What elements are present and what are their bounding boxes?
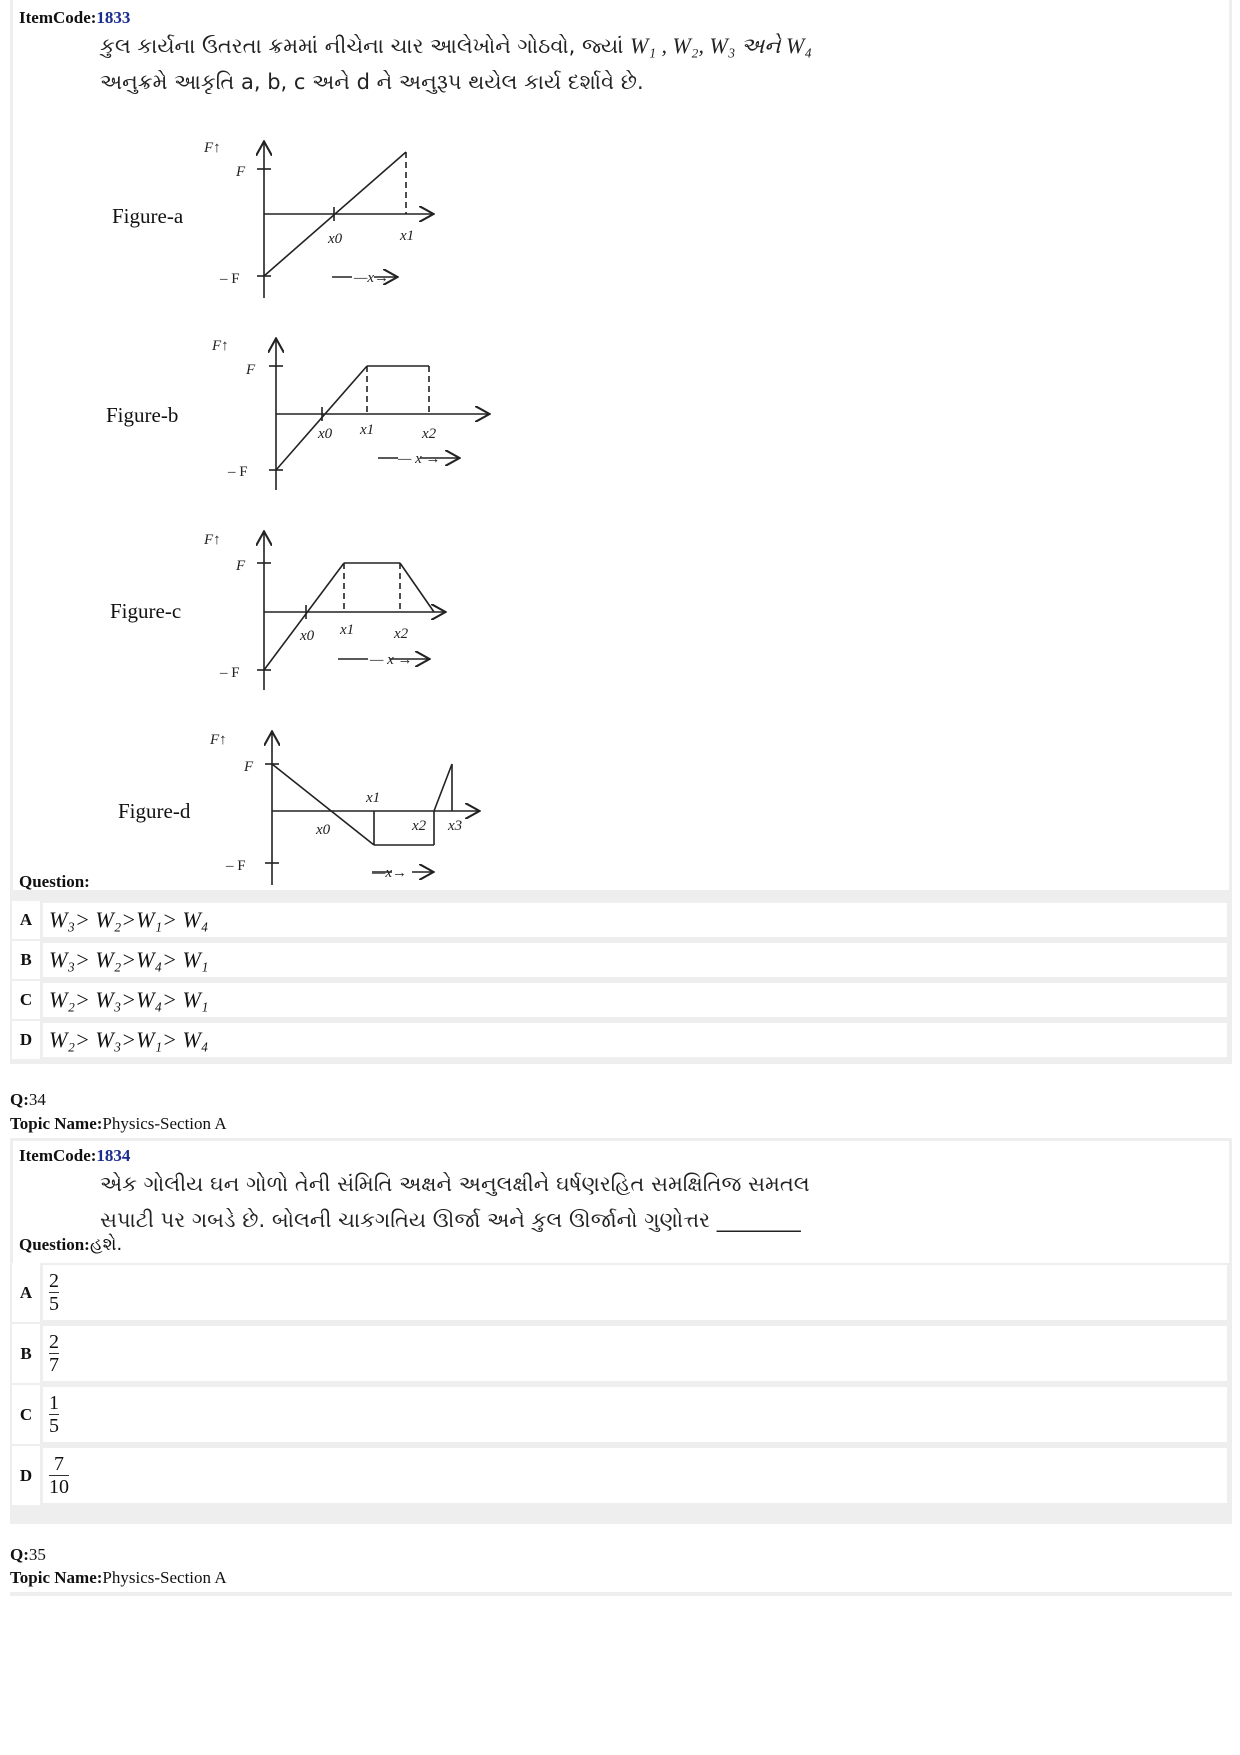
figure-a-x1-label: x1 xyxy=(400,228,415,244)
question-34-text: એક ગોલીય ઘન ગોળો તેની સંમિતિ અક્ષને અનુલક્ષીને ઘર્ષણરહિત સમક્ષિતિજ સમતલ સપાટી પર ગબડે છે. બોલની ચાકગતિય ઊર્જા અને કુલ ઊર્જાનો ગુણોત્તર ________ xyxy=(100,1172,810,1232)
figure-b-f-label: F xyxy=(246,362,256,378)
figure-b-graph xyxy=(269,340,488,490)
figure-d-f-label: F xyxy=(244,759,254,775)
question-33-text: કુલ કાર્યના ઉતરતા ક્રમમાં નીચેના ચાર આલેખોને ગોઠવો, જ્યાં W₁ , W₂, W₃ અને W₄ અનુક્રમે આકૃતિ a, b, c અને d ને અનુરૂપ થયેલ કાર્ય દર્શાવે છે. xyxy=(100,33,813,94)
fraction: $\frac{2}{7}$ xyxy=(49,1331,59,1376)
question-34-number: Q:34 xyxy=(10,1090,46,1109)
figure-d-x3-label: x3 xyxy=(448,818,463,834)
option-c[interactable]: C $\frac{1}{5}$ xyxy=(12,1385,1230,1444)
question-34-label: Question:હશે. xyxy=(19,1234,123,1255)
figure-b-f-axis-label: F↑ xyxy=(212,338,229,354)
option-a[interactable]: A W₃> W₂>W₁> W₄ xyxy=(12,901,1230,939)
fraction: $\frac{7}{10}$ xyxy=(49,1453,69,1498)
figure-d-label: Figure-d xyxy=(118,799,191,823)
figure-c-f-label: F xyxy=(236,558,246,574)
figure-c-x1-label: x1 xyxy=(340,622,355,638)
question-33-label: Question: xyxy=(19,872,90,891)
figure-b-x1-label: x1 xyxy=(360,422,375,438)
figure-a-f-axis-label: F↑ xyxy=(204,140,221,156)
figure-b-x0-label: x0 xyxy=(318,426,333,442)
fraction: $\frac{2}{5}$ xyxy=(49,1270,59,1315)
figure-a-x0-label: x0 xyxy=(328,231,343,247)
figure-d-f-axis-label: F↑ xyxy=(210,732,227,748)
figure-c-f-axis-label: F↑ xyxy=(204,532,221,548)
question-35-topic: Topic Name:Physics-Section A xyxy=(10,1568,227,1587)
option-b[interactable]: B W₃> W₂>W₄> W₁ xyxy=(12,941,1230,979)
question-34-topic: Topic Name:Physics-Section A xyxy=(10,1114,227,1133)
figure-c-graph xyxy=(257,533,444,690)
question-35-panel xyxy=(10,1592,1232,1596)
question-35-number: Q:35 xyxy=(10,1545,46,1564)
option-a[interactable]: A $\frac{2}{5}$ xyxy=(12,1263,1230,1322)
figure-c-x0-label: x0 xyxy=(300,628,315,644)
figure-a-neg-f-label: – F xyxy=(220,271,240,287)
figure-c-x2-label: x2 xyxy=(394,626,409,642)
figure-b-label: Figure-b xyxy=(106,403,179,427)
figure-a-label: Figure-a xyxy=(112,204,184,228)
figure-d-x0-label: x0 xyxy=(316,822,331,838)
figure-b-x-arrow-label: — x → xyxy=(398,451,441,467)
figure-b-x2-label: x2 xyxy=(422,426,437,442)
figure-d-x1-label: x1 xyxy=(366,790,381,806)
figure-a-graph xyxy=(257,143,432,298)
item-code-1833: ItemCode:1833 xyxy=(19,8,131,27)
figure-d-graph xyxy=(265,733,478,885)
option-d[interactable]: D W₂> W₃>W₁> W₄ xyxy=(12,1021,1230,1059)
figure-c-neg-f-label: – F xyxy=(220,665,240,681)
figure-d-neg-f-label: – F xyxy=(226,858,246,874)
figure-a-f-label: F xyxy=(236,164,246,180)
option-c[interactable]: C W₂> W₃>W₄> W₁ xyxy=(12,981,1230,1019)
figure-b-neg-f-label: – F xyxy=(228,464,248,480)
fraction: $\frac{1}{5}$ xyxy=(49,1392,59,1437)
figure-c-x-arrow-label: — x → xyxy=(370,652,413,668)
option-b[interactable]: B $\frac{2}{7}$ xyxy=(12,1324,1230,1383)
figure-d-x-arrow-label: —x→ xyxy=(372,865,407,881)
figure-a-x-arrow-label: —x→ xyxy=(354,270,389,286)
option-d[interactable]: D $\frac{7}{10}$ xyxy=(12,1446,1230,1505)
figure-c-label: Figure-c xyxy=(110,599,182,623)
item-code-1834: ItemCode:1834 xyxy=(19,1146,131,1165)
figure-d-x2-label: x2 xyxy=(412,818,427,834)
